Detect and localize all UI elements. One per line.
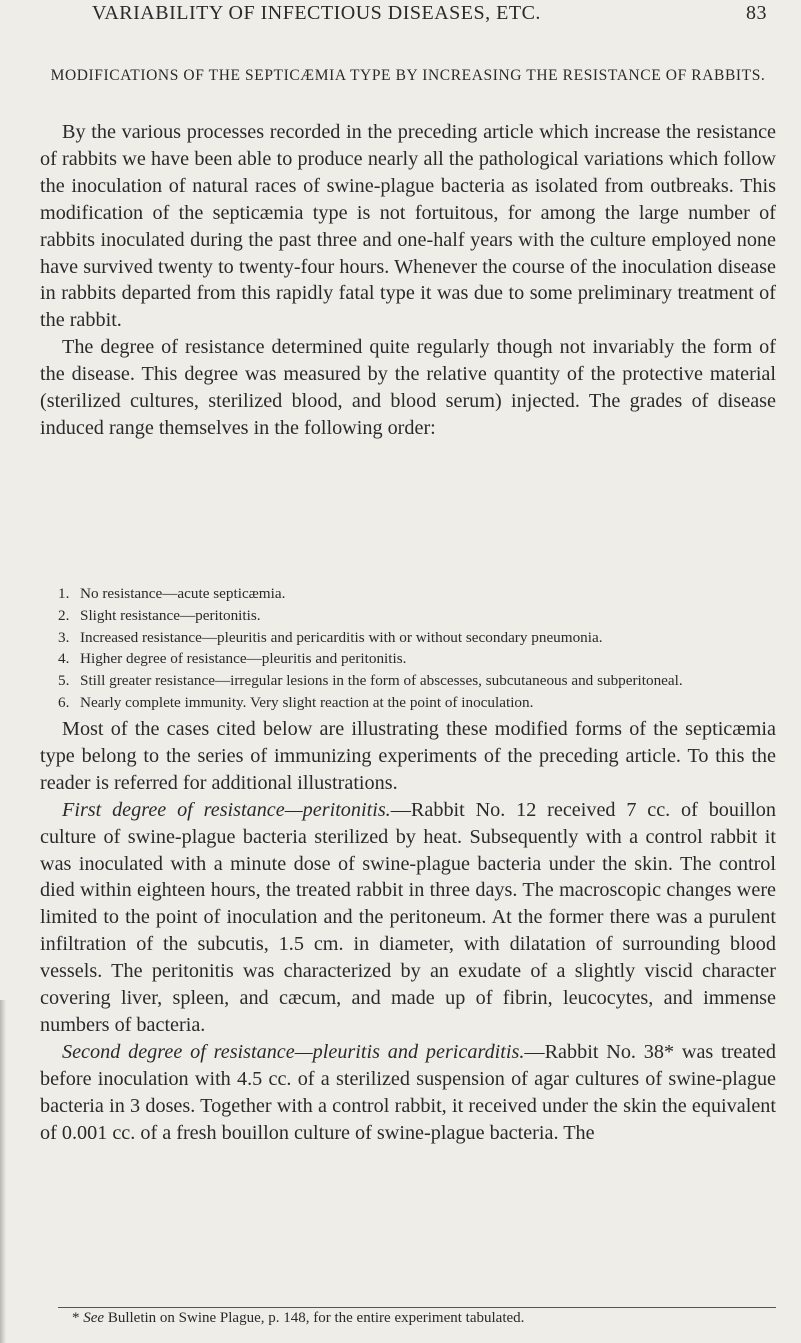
list-item: [58, 692, 776, 714]
list-item: [58, 670, 776, 692]
paragraph: The degree of resistance determined quite regularly though not invariably the form of the disease. This degree was measured by the relative quantity of the protective material (sterilized cultures, sterilized blood, and blood serum) injected. The grades of disease induced range themselves in the following order:: [40, 336, 776, 439]
resistance-grades-list: [58, 583, 776, 714]
list-number: 6.: [58, 693, 70, 711]
list-item: [58, 627, 776, 649]
footnote-text: Bulletin on Swine Plague, p. 148, for the entire experiment tabulated.: [107, 1310, 525, 1326]
list-number: 5.: [58, 672, 70, 690]
list-number: 2.: [58, 606, 70, 624]
paragraph: Most of the cases cited below are illustrating these modified forms of the septicæmia type belong to the series of immunizing experiments of the preceding article. To this the reader is referred for additional illustrations.: [40, 718, 776, 794]
list-number: 3.: [58, 628, 70, 646]
paragraph-text: —Rabbit No. 12 received 7 cc. of bouillon culture of swine-plague bacteria sterilized by heat. Subsequently with a control rabbit it was inoculated with a minute dose of swine-plague bacteria under the skin. The control died within eighteen hours, the treated rabbit in three days. The macroscopic changes were limited to the point of inoculation and the peritoneum. At the former there was a purulent infiltration of the subcutis, 1.5 cm. in diameter, with dilatation of surrounding blood vessels. The peritonitis was characterized by an exudate of a slightly viscid character covering liver, spleen, and cæcum, and made up of fibrin, leucocytes, and immense numbers of bacteria.: [40, 798, 776, 1036]
footnote-marker: *: [72, 1310, 80, 1326]
list-item-text: Increased resistance—pleuritis and pericarditis with or without secondary pneumonia.: [80, 628, 603, 646]
list-number: 1.: [58, 585, 70, 602]
list-item-text: Slight resistance—peritonitis.: [80, 606, 261, 624]
footnote-lead: See: [83, 1310, 105, 1326]
paragraph: [40, 1039, 776, 1147]
list-item-text: Still greater resistance—irregular lesions in the form of abscesses, subcutaneous and subperitoneal.: [80, 672, 683, 690]
list-item: [58, 605, 776, 627]
binding-shadow: [0, 1000, 6, 1343]
paragraph: By the various processes recorded in the preceding article which increase the resistance of rabbits we have been able to produce nearly all the pathological variations which follow the inoculation of natural races of swine-plague bacteria as isolated from outbreaks. This modification of the septicæmia type is not fortuitous, for among the large number of rabbits inoculated during the past three and one-half years with the culture employed none have survived twenty to twenty-four hours. Whenever the course of the inoculation disease in rabbits departed from this rapidly fatal type it was due to some preliminary treatment of the rabbit.: [40, 121, 776, 332]
body-text: [40, 716, 776, 1147]
list-number: 4.: [58, 650, 70, 668]
list-item-text: Nearly complete immunity. Very slight reaction at the point of inoculation.: [80, 693, 534, 711]
intro-text: [40, 119, 776, 442]
footnote: [58, 1308, 776, 1328]
section-heading: MODIFICATIONS OF THE SEPTICÆMIA TYPE BY INCREASING THE RESISTANCE OF RABBITS.: [50, 67, 766, 84]
list-item-text: No resistance—acute septicæmia.: [80, 585, 286, 602]
page-number: 83: [746, 2, 767, 24]
running-head-title: VARIABILITY OF INFECTIOUS DISEASES, ETC.: [92, 2, 541, 24]
list-item: [58, 648, 776, 670]
paragraph-lead-italic: First degree of resistance—peritonitis.: [62, 798, 391, 821]
list-item-text: Higher degree of resistance—pleuritis and peritonitis.: [80, 650, 407, 668]
paragraph-text: —Rabbit No. 38* was treated before inoculation with 4.5 cc. of a sterilized suspension of agar cultures of swine-plague bacteria in 3 doses. Together with a control rabbit, it received under the skin the equivalent of 0.001 cc. of a fresh bouillon culture of swine-plague bacteria. The: [40, 1040, 777, 1144]
list-item: [58, 583, 776, 605]
paragraph: [40, 797, 776, 1039]
paragraph-lead-italic: Second degree of resistance—pleuritis and pericarditis.: [62, 1040, 525, 1063]
running-head: [92, 2, 767, 28]
